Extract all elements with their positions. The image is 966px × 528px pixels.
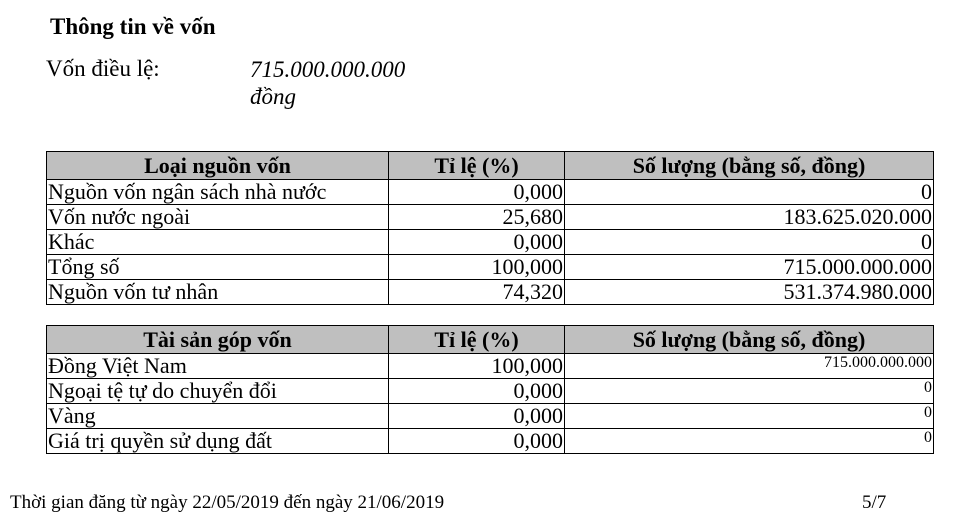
amount-cell: 0 (565, 379, 934, 404)
ratio-cell: 0,000 (389, 180, 565, 205)
table-row (47, 354, 934, 379)
ratio-cell: 74,320 (389, 280, 565, 305)
table-row (47, 280, 934, 305)
ratio-cell: 25,680 (389, 205, 565, 230)
ratio-cell: 100,000 (389, 255, 565, 280)
table-row (47, 205, 934, 230)
ratio-cell: 0,000 (389, 404, 565, 429)
asset-type-cell: Ngoại tệ tự do chuyển đổi (47, 379, 389, 404)
amount-cell: 0 (565, 180, 934, 205)
table-row (47, 379, 934, 404)
column-header: Tỉ lệ (%) (389, 152, 565, 180)
source-type-cell: Tổng số (47, 255, 389, 280)
column-header: Tài sản góp vốn (47, 326, 389, 354)
ratio-cell: 0,000 (389, 230, 565, 255)
amount-cell: 0 (565, 429, 934, 454)
table-header-row (47, 152, 934, 180)
charter-capital-label: Vốn điều lệ: (46, 56, 160, 81)
contributed-assets-table (46, 325, 934, 454)
amount-cell: 531.374.980.000 (565, 280, 934, 305)
column-header: Loại nguồn vốn (47, 152, 389, 180)
table-row (47, 404, 934, 429)
amount-cell: 0 (565, 230, 934, 255)
table-row (47, 255, 934, 280)
amount-cell: 715.000.000.000 (565, 255, 934, 280)
table-row (47, 230, 934, 255)
asset-type-cell: Giá trị quyền sử dụng đất (47, 429, 389, 454)
table-row (47, 180, 934, 205)
capital-sources-table (46, 151, 934, 305)
registration-period: Thời gian đăng từ ngày 22/05/2019 đến ngày 21/06/2019 (10, 492, 445, 513)
section-title: Thông tin về vốn (50, 14, 216, 39)
ratio-cell: 100,000 (389, 354, 565, 379)
column-header: Tỉ lệ (%) (389, 326, 565, 354)
asset-type-cell: Đồng Việt Nam (47, 354, 389, 379)
column-header: Số lượng (bằng số, đồng) (565, 326, 934, 354)
source-type-cell: Nguồn vốn ngân sách nhà nước (47, 180, 389, 205)
table-row (47, 429, 934, 454)
charter-capital-value: 715.000.000.000 đồng (250, 57, 406, 109)
source-type-cell: Khác (47, 230, 389, 255)
column-header: Số lượng (bằng số, đồng) (565, 152, 934, 180)
ratio-cell: 0,000 (389, 379, 565, 404)
amount-cell: 183.625.020.000 (565, 205, 934, 230)
amount-cell: 0 (565, 404, 934, 429)
source-type-cell: Nguồn vốn tư nhân (47, 280, 389, 305)
amount-cell: 715.000.000.000 (565, 354, 934, 379)
asset-type-cell: Vàng (47, 404, 389, 429)
ratio-cell: 0,000 (389, 429, 565, 454)
source-type-cell: Vốn nước ngoài (47, 205, 389, 230)
table-header-row (47, 326, 934, 354)
page-number: 5/7 (862, 492, 887, 513)
